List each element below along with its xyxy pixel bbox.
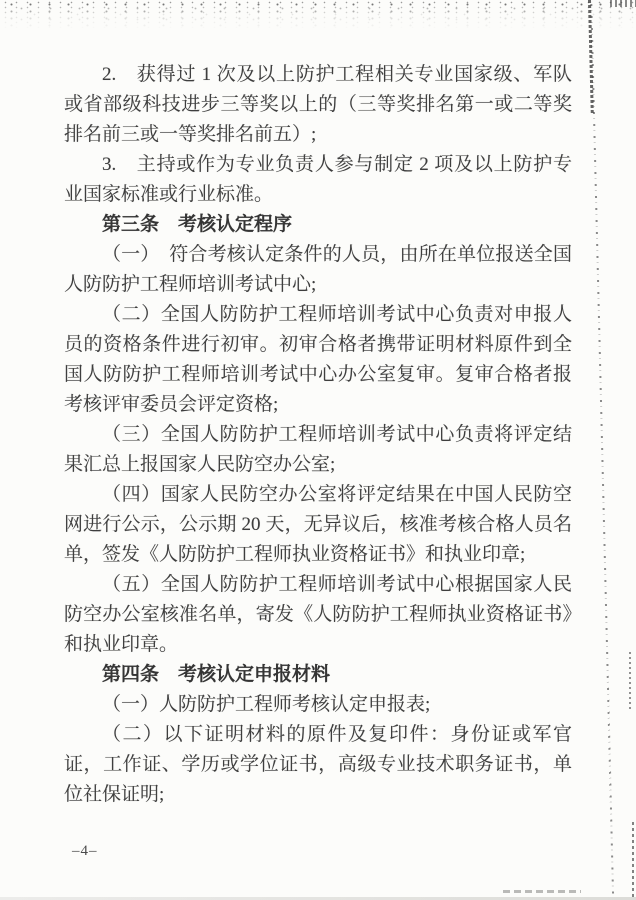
list-item-3: 3. 主持或作为专业负责人参与制定 2 项及以上防护专业国家标准或行业标准。 xyxy=(64,154,572,205)
list-item-2: 2. 获得过 1 次及以上防护工程相关专业国家级、军队或省部级科技进步三等奖以上的（三等奖排名第一或二等奖排名前三或一等奖排名前五）; xyxy=(64,64,572,145)
scan-artifact-bottom-dashes xyxy=(503,890,581,893)
clause-4-item-1: （一）人防防护工程师考核认定申报表; xyxy=(102,694,431,715)
page-number: –4– xyxy=(72,843,98,859)
scan-artifact-edge-dash xyxy=(629,652,631,710)
scan-artifact-edge-dash xyxy=(632,822,634,900)
clause-4-item-2: （二）以下证明材料的原件及复印件：身份证或军官证，工作证、学历或学位证书，高级专业技术职务证书，单位社保证明; xyxy=(64,724,572,805)
clause-3-item-5: （五）全国人防防护工程师培训考试中心根据国家人民防空办公室核准名单，寄发《人防防护工程师执业资格证书》和执业印章。 xyxy=(64,574,572,655)
scan-artifact-top-right-corner xyxy=(610,0,636,7)
clause-3-item-1: （一） 符合考核认定条件的人员，由所在单位报送全国人防防护工程师培训考试中心; xyxy=(64,244,572,295)
document-body xyxy=(64,60,572,810)
scan-noise-top xyxy=(0,0,636,30)
clause-3-item-4: （四）国家人民防空办公室将评定结果在中国人民防空网进行公示，公示期 20 天，无异议后，核准考核合格人员名单，签发《人防防护工程师执业资格证书》和执业印章; xyxy=(64,484,572,565)
heading-article-4: 第四条 考核认定申报材料 xyxy=(102,664,331,685)
clause-3-item-2: （二）全国人防防护工程师培训考试中心负责对申报人员的资格条件进行初审。初审合格者携带证明材料原件到全国人防防护工程师培训考试中心办公室复审。复审合格者报考核评审委员会评定资格; xyxy=(64,304,572,415)
heading-article-3: 第三条 考核认定程序 xyxy=(102,214,293,235)
clause-3-item-3: （三）全国人防防护工程师培训考试中心负责将评定结果汇总上报国家人民防空办公室; xyxy=(64,424,572,475)
scan-artifact-right-line xyxy=(590,0,614,900)
